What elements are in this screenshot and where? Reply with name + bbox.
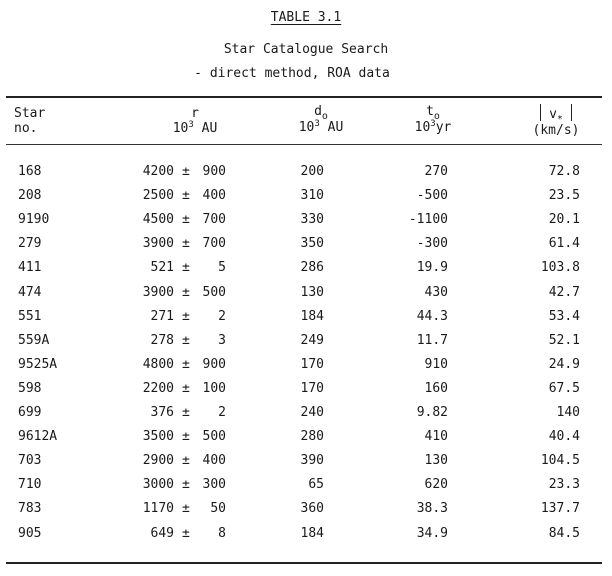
cell-r-error: 2 xyxy=(218,308,226,324)
cell-r-error: 500 xyxy=(202,284,226,300)
cell-t: 9.82 xyxy=(416,405,448,420)
header-r: r $10^3$ AU xyxy=(172,106,218,136)
cell-t: 34.9 xyxy=(416,525,448,541)
cell-r-error: 900 xyxy=(202,356,226,372)
cell-pm: ± xyxy=(182,260,190,276)
cell-t: 270 xyxy=(424,164,448,179)
cell-pm: ± xyxy=(182,308,190,324)
cell-d: 360 xyxy=(300,501,324,517)
cell-star: 9525A xyxy=(18,356,58,372)
cell-v: 61.4 xyxy=(548,236,580,252)
cell-t: 130 xyxy=(424,453,448,469)
cell-star: 474 xyxy=(18,284,42,300)
cell-r: 2500 xyxy=(142,188,174,204)
cell-d: 170 xyxy=(300,380,324,396)
cell-d: 390 xyxy=(300,453,324,469)
cell-r: 278 xyxy=(150,332,174,348)
cell-t: 160 xyxy=(424,380,448,396)
cell-d: 330 xyxy=(300,212,324,228)
cell-r-error: 50 xyxy=(210,501,226,517)
cell-r-error: 8 xyxy=(218,525,226,541)
cell-t: -1100 xyxy=(408,212,448,228)
cell-star: 551 xyxy=(18,308,42,324)
cell-r-error: 300 xyxy=(202,477,226,493)
cell-t: 19.9 xyxy=(416,260,448,276)
cell-d: 350 xyxy=(300,236,324,252)
cell-v: 53.4 xyxy=(548,308,580,324)
cell-pm: ± xyxy=(182,188,190,204)
cell-pm: ± xyxy=(182,429,190,445)
cell-r-error: 5 xyxy=(218,260,226,276)
cell-t: 38.3 xyxy=(416,501,448,517)
cell-star: 168 xyxy=(18,164,42,179)
cell-v: 24.9 xyxy=(548,356,580,372)
cell-star: 699 xyxy=(18,405,42,420)
cell-r: 3900 xyxy=(142,236,174,252)
cell-v: 67.5 xyxy=(548,380,580,396)
abs-bar-left xyxy=(540,104,541,121)
header-v: $v_*$ (km/s) xyxy=(520,104,592,138)
cell-pm: ± xyxy=(182,501,190,517)
cell-v: 103.8 xyxy=(540,260,580,276)
cell-pm: ± xyxy=(182,284,190,300)
cell-star: 208 xyxy=(18,188,42,204)
cell-pm: ± xyxy=(182,453,190,469)
cell-d: 286 xyxy=(300,260,324,276)
cell-star: 559A xyxy=(18,332,50,348)
cell-r-error: 2 xyxy=(218,405,226,420)
cell-d: 170 xyxy=(300,356,324,372)
cell-r: 1170 xyxy=(142,501,174,517)
cell-r-error: 500 xyxy=(202,429,226,445)
cell-r: 2900 xyxy=(142,453,174,469)
header-d: $d_o$ $10^3$ AU xyxy=(298,104,344,135)
cell-r: 271 xyxy=(150,308,174,324)
cell-t: -300 xyxy=(416,236,448,252)
cell-pm: ± xyxy=(182,477,190,493)
cell-v: 42.7 xyxy=(548,284,580,300)
cell-star: 598 xyxy=(18,380,42,396)
cell-r: 4800 xyxy=(142,356,174,372)
cell-r: 521 xyxy=(150,260,174,276)
cell-star: 710 xyxy=(18,477,42,493)
cell-pm: ± xyxy=(182,405,190,420)
bottom-rule xyxy=(6,562,602,564)
cell-r-error: 900 xyxy=(202,164,226,179)
cell-d: 240 xyxy=(300,405,324,420)
table-number: TABLE 3.1 xyxy=(270,10,342,25)
header-star: Star no. xyxy=(14,106,46,136)
table-subtitle: - direct method, ROA data xyxy=(194,66,390,81)
cell-r: 3000 xyxy=(142,477,174,493)
cell-pm: ± xyxy=(182,332,190,348)
cell-v: 23.5 xyxy=(548,188,580,204)
cell-v: 23.3 xyxy=(548,477,580,493)
cell-r-error: 400 xyxy=(202,453,226,469)
cell-pm: ± xyxy=(182,164,190,179)
cell-d: 310 xyxy=(300,188,324,204)
cell-d: 184 xyxy=(300,525,324,541)
cell-star: 279 xyxy=(18,236,42,252)
cell-v: 72.8 xyxy=(548,164,580,179)
cell-star: 9190 xyxy=(18,212,50,228)
table-title: Star Catalogue Search xyxy=(223,42,389,57)
cell-star: 9612A xyxy=(18,429,58,445)
cell-pm: ± xyxy=(182,212,190,228)
cell-r: 4200 xyxy=(142,164,174,179)
cell-t: 44.3 xyxy=(416,308,448,324)
cell-v: 104.5 xyxy=(540,453,580,469)
cell-star: 703 xyxy=(18,453,42,469)
cell-r-error: 400 xyxy=(202,188,226,204)
cell-d: 280 xyxy=(300,429,324,445)
cell-r-error: 700 xyxy=(202,212,226,228)
cell-v: 140 xyxy=(556,405,580,420)
cell-v: 137.7 xyxy=(540,501,580,517)
cell-v: 20.1 xyxy=(548,212,580,228)
cell-r-error: 3 xyxy=(218,332,226,348)
cell-v: 40.4 xyxy=(548,429,580,445)
cell-pm: ± xyxy=(182,525,190,541)
cell-r: 4500 xyxy=(142,212,174,228)
top-rule xyxy=(6,96,602,98)
header-t: $t_o$ $10^3yr$ xyxy=(414,104,452,135)
cell-r-error: 700 xyxy=(202,236,226,252)
cell-t: 410 xyxy=(424,429,448,445)
cell-pm: ± xyxy=(182,356,190,372)
cell-r: 3900 xyxy=(142,284,174,300)
cell-d: 65 xyxy=(308,477,324,493)
cell-d: 130 xyxy=(300,284,324,300)
cell-d: 200 xyxy=(300,164,324,179)
cell-r: 376 xyxy=(150,405,174,420)
cell-v: 84.5 xyxy=(548,525,580,541)
cell-t: 910 xyxy=(424,356,448,372)
cell-v: 52.1 xyxy=(548,332,580,348)
cell-pm: ± xyxy=(182,236,190,252)
cell-t: -500 xyxy=(416,188,448,204)
cell-t: 430 xyxy=(424,284,448,300)
cell-r: 2200 xyxy=(142,380,174,396)
cell-pm: ± xyxy=(182,380,190,396)
cell-r: 649 xyxy=(150,525,174,541)
cell-r: 3500 xyxy=(142,429,174,445)
cell-star: 783 xyxy=(18,501,42,517)
abs-bar-right xyxy=(571,104,572,121)
header-rule xyxy=(6,144,602,145)
cell-t: 11.7 xyxy=(416,332,448,348)
cell-star: 905 xyxy=(18,525,42,541)
cell-t: 620 xyxy=(424,477,448,493)
cell-r-error: 100 xyxy=(202,380,226,396)
cell-d: 249 xyxy=(300,332,324,348)
cell-star: 411 xyxy=(18,260,42,276)
cell-d: 184 xyxy=(300,308,324,324)
